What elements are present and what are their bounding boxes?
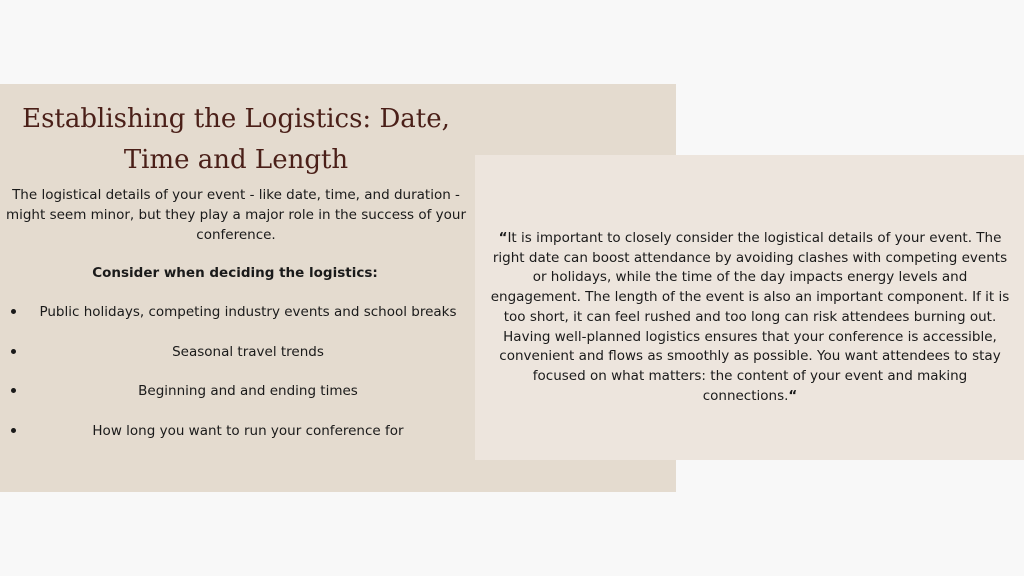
quote-text <box>486 229 1014 406</box>
consider-heading: Consider when deciding the logistics: <box>92 265 378 281</box>
open-quote-mark: “ <box>498 230 508 246</box>
list-item <box>0 340 470 380</box>
list-item <box>0 419 470 459</box>
list-item-text: Beginning and and ending times <box>138 383 358 400</box>
list-item-text: How long you want to run your conference for <box>92 423 404 440</box>
bullet-icon <box>11 309 16 314</box>
bullet-icon <box>11 388 16 393</box>
intro-paragraph: The logistical details of your event - like date, time, and duration - might seem minor, but they play a major role in the success of your conference. <box>5 187 467 243</box>
logistics-list <box>0 300 470 459</box>
list-item-text: Public holidays, competing industry events and school breaks <box>39 304 457 320</box>
close-quote-mark: “ <box>788 387 798 404</box>
bullet-icon <box>11 349 16 354</box>
list-item <box>0 379 470 419</box>
list-item <box>0 300 470 340</box>
bullet-icon <box>11 428 16 433</box>
page-title: Establishing the Logistics: Date, Time and Length <box>22 104 450 175</box>
list-item-text: Seasonal travel trends <box>172 343 324 360</box>
quote-body: It is important to closely consider the logistical details of your event. The right date can boost attendance by avoiding clashes with competing events or holidays, while the time of the day impacts energy levels and engagement. The length of the event is also an important component. If it is too short, it can feel rushed and too long can risk attendees burning out. Having well-planned logistics ensures that your conference is accessible, convenient and flows as smoothly as possible. You want attendees to stay focused on what matters: the content of your event and making connections. <box>490 230 1010 404</box>
